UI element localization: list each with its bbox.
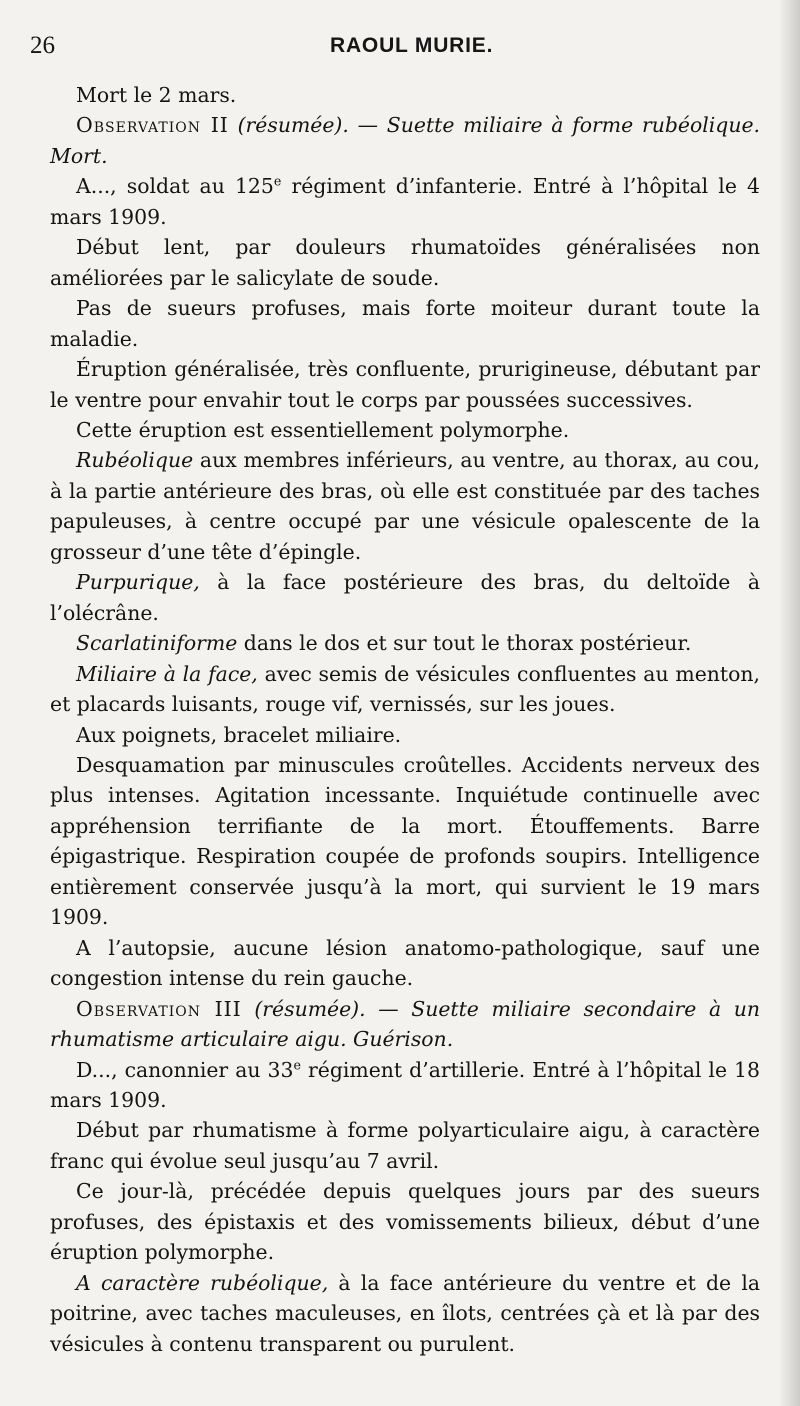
observation-dash: — (365, 996, 412, 1021)
observation-heading (50, 994, 760, 1055)
superscript: e (293, 1056, 301, 1072)
text-run: régiment d’artillerie. Entré à l’hôpital le 18 mars 1909. (50, 1057, 760, 1112)
text-run: à la face antérieure du ventre et de la poitrine, avec taches maculeuses, en îlots, centrées çà et là par des vésicules à contenu transparent ou purulent. (50, 1270, 761, 1356)
text-run: à la face postérieure des bras, du deltoïde à l’olécrâne. (50, 570, 760, 625)
paragraph: Début lent, par douleurs rhumatoïdes généralisées non améliorées par le salicylate de soude. (50, 235, 760, 290)
observation-dash: — (348, 113, 387, 138)
text-run: dans le dos et sur tout le thorax postérieur. (237, 631, 692, 656)
text-run: D..., canonnier au 33 (76, 1057, 294, 1082)
paragraph: Desquamation par minuscules croûtelles. Accidents nerveux des plus intenses. Agitation incessante. Inquiétude continuelle avec appréhension terrifiante de la mort. Étouffements. Barre épigastrique. Respiration coupée de profonds soupirs. Intelligence entièrement conservée jusqu’à la mort, qui survient le 19 mars 1909. (50, 752, 760, 930)
superscript: e (273, 173, 282, 189)
italic-lead: Miliaire à la face, (76, 661, 258, 686)
text-run: avec semis de vésicules confluentes au menton, et placards luisants, rouge vif, vernissés, sur les joues. (50, 661, 760, 717)
italic-lead: Purpurique, (76, 570, 200, 595)
page-gutter-shadow (778, 0, 800, 1406)
paragraph (50, 1268, 760, 1359)
observation-label: Observation II (76, 113, 229, 138)
page-number: 26 (30, 32, 55, 59)
observation-title: Suette miliaire à forme rubéolique. Mort. (50, 113, 760, 168)
paragraph: Début par rhumatisme à forme polyarticulaire aigu, à caractère franc qui évolue seul jusqu’au 7 avril. (50, 1118, 760, 1173)
observation-paren: (résumée). (237, 113, 349, 138)
observation-paren: (résumée). (254, 996, 366, 1021)
paragraph (50, 567, 760, 628)
running-title: RAOUL MURIE. (330, 34, 494, 57)
paragraph (50, 1055, 760, 1116)
text-run: régiment d’infanterie. Entré à l’hôpital le 4 mars 1909. (50, 174, 760, 229)
paragraph (50, 445, 760, 567)
observation-title: Suette miliaire secondaire à un rhumatisme articulaire aigu. Guérison. (50, 996, 760, 1052)
paragraph: Pas de sueurs profuses, mais forte moiteur durant toute la maladie. (50, 296, 760, 351)
paragraph: Ce jour-là, précédée depuis quelques jours par des sueurs profuses, des épistaxis et des vomissements bilieux, début d’une éruption polymorphe. (50, 1179, 760, 1265)
observation-label: Observation III (76, 996, 242, 1021)
paragraph: Éruption généralisée, très confluente, prurigineuse, débutant par le ventre pour envahir tout le corps par poussées successives. (50, 357, 760, 412)
paragraph (50, 628, 760, 658)
paragraph: A l’autopsie, aucune lésion anatomo-pathologique, sauf une congestion intense du rein gauche. (50, 935, 760, 991)
paragraph: Aux poignets, bracelet miliaire. (76, 722, 402, 747)
paragraph: Mort le 2 mars. (76, 83, 237, 107)
paragraph: Cette éruption est essentiellement polymorphe. (76, 417, 570, 442)
paragraph (50, 659, 760, 720)
italic-lead: Scarlatiniforme (76, 631, 238, 656)
body-text (50, 80, 760, 1359)
paragraph (50, 171, 760, 232)
italic-lead: A caractère rubéolique, (76, 1270, 329, 1295)
italic-lead: Rubéolique (76, 448, 194, 473)
observation-heading (50, 110, 760, 171)
running-header (0, 28, 800, 68)
text-run: A..., soldat au 125 (76, 174, 274, 199)
text-run: aux membres inférieurs, au ventre, au thorax, au cou, à la partie antérieure des bras, où elle est constituée par des taches papuleuses, à centre occupé par une vésicule opalescente de la grosseur d’une tête d’épingle. (50, 448, 760, 564)
